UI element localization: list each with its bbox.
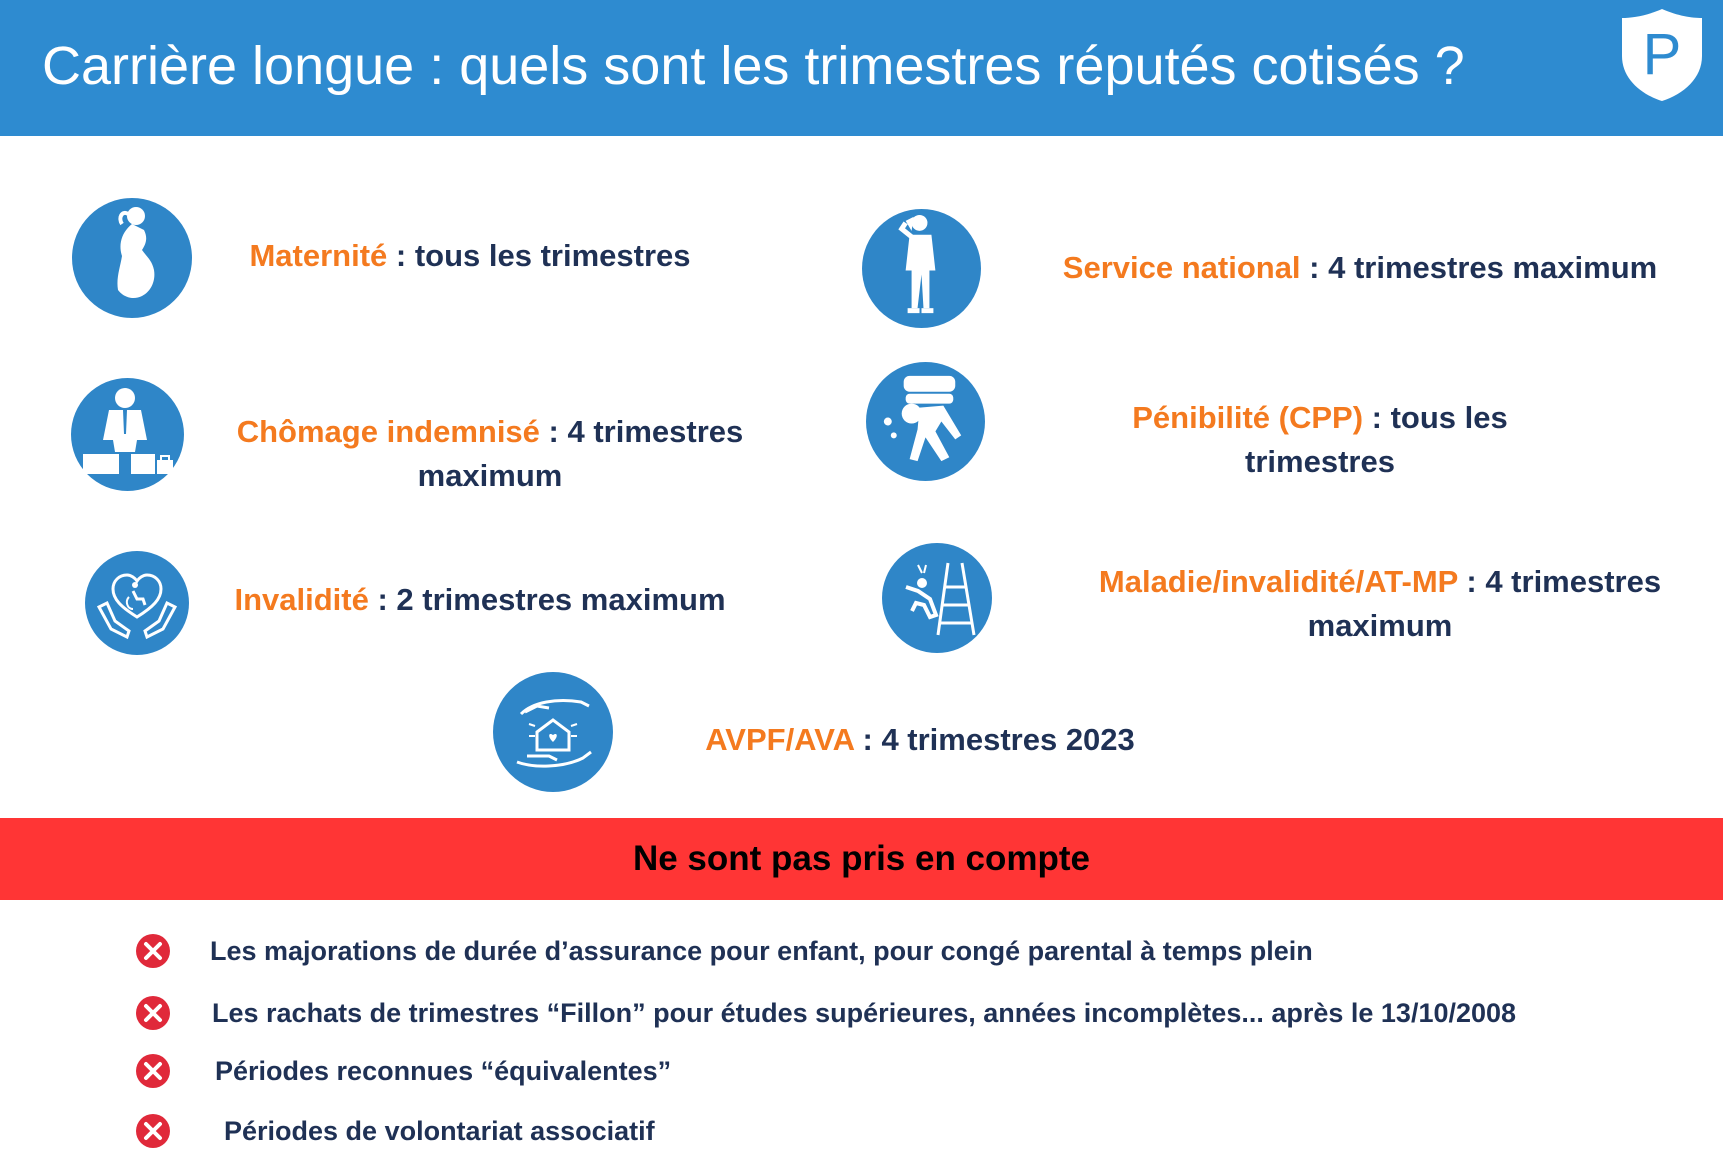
item-rest: : tous les trimestres [387, 238, 691, 273]
heavy-lifting-worker-icon [866, 362, 985, 481]
ladder-fall-accident-icon [882, 543, 992, 653]
red-cross-icon [135, 933, 171, 969]
item-keyword: Pénibilité (CPP) [1132, 400, 1364, 435]
exclusions-banner [0, 818, 1723, 900]
pregnant-woman-icon [72, 198, 192, 318]
item-avpf [660, 718, 1180, 762]
item-keyword: Invalidité [234, 582, 369, 617]
logo-letter: P [1642, 22, 1682, 87]
item-maladie [1060, 560, 1700, 648]
item-rest: : tous les trimestres [1245, 400, 1508, 479]
exclusion-text: Les majorations de durée d’assurance pour enfant, pour congé parental à temps plein [210, 936, 1313, 966]
saluting-soldier-icon [862, 209, 981, 328]
unemployed-worker-icon [71, 378, 184, 491]
disability-care-hands-icon [85, 551, 189, 655]
item-chomage [220, 410, 760, 498]
home-care-hands-icon [493, 672, 613, 792]
item-keyword: Service national [1062, 250, 1301, 285]
exclusion-text: Périodes de volontariat associatif [224, 1116, 655, 1146]
item-rest: : 4 trimestres 2023 [853, 722, 1135, 757]
exclusion-text: Périodes reconnues “équivalentes” [215, 1056, 672, 1086]
red-cross-icon [135, 1113, 171, 1149]
item-rest: : 2 trimestres maximum [368, 582, 726, 617]
item-rest: : 4 trimestres maximum [1300, 250, 1658, 285]
item-keyword: Chômage indemnisé [236, 414, 540, 449]
item-maternite [220, 234, 720, 278]
red-cross-icon [135, 1053, 171, 1089]
exclusions-title: Ne sont pas pris en compte [632, 839, 1091, 878]
item-keyword: AVPF/AVA [705, 722, 854, 757]
item-keyword: Maladie/invalidité/AT-MP [1098, 564, 1458, 599]
item-service-national [1040, 246, 1680, 290]
page-title: Carrière longue : quels sont les trimestres réputés cotisés ? [42, 36, 1465, 96]
exclusion-text: Les rachats de trimestres “Fillon” pour études supérieures, années incomplètes... après le 13/10/2008 [212, 998, 1517, 1028]
item-rest: : 4 trimestres maximum [1307, 564, 1662, 643]
item-rest: : 4 trimestres maximum [417, 414, 744, 493]
red-cross-icon [135, 995, 171, 1031]
logo-shield-icon [1618, 6, 1706, 104]
header-bar [0, 0, 1723, 136]
item-penibilite [1070, 396, 1570, 484]
item-invalidite [220, 578, 740, 622]
item-keyword: Maternité [249, 238, 388, 273]
